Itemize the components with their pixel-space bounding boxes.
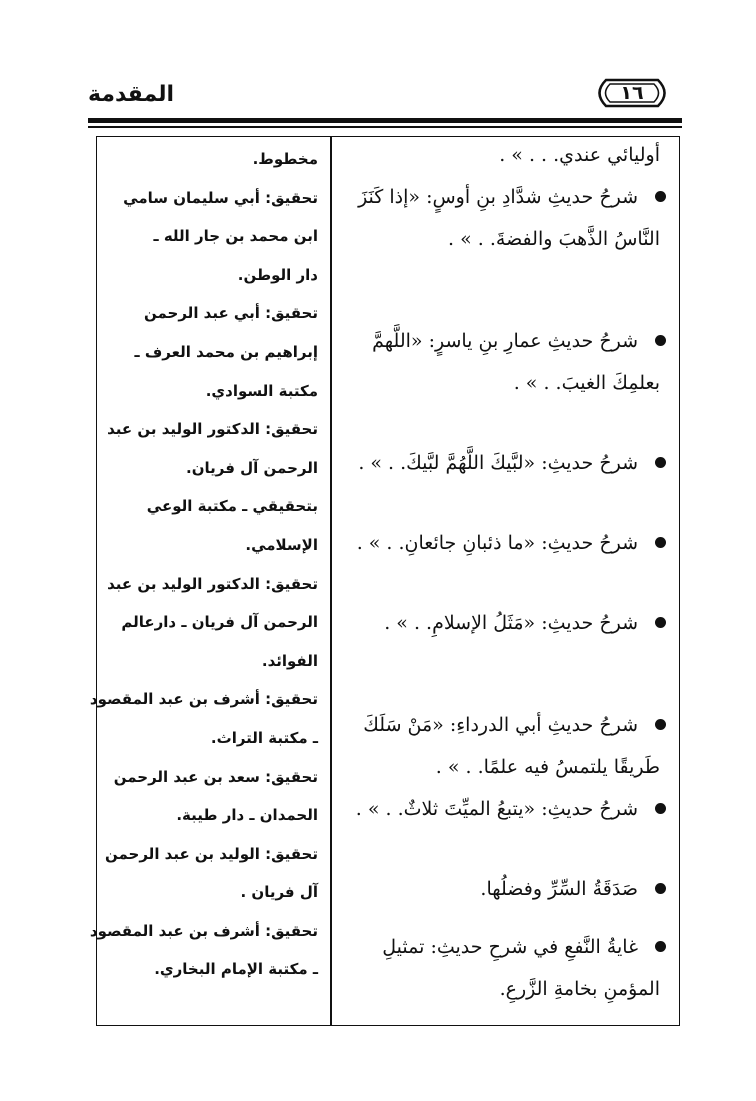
- left-line: تحقيق: أبي سليمان سامي: [123, 188, 318, 207]
- left-line: تحقيق: أشرف بن عبد المقصود: [89, 921, 318, 940]
- left-line: تحقيق: الدكتور الوليد بن عبد: [107, 574, 318, 593]
- left-line: الفوائد.: [261, 651, 318, 670]
- right-line: أوليائي عندي. . . » .: [499, 144, 660, 166]
- left-line: ـ مكتبة التراث.: [210, 728, 318, 747]
- right-entry-line: شرحُ حديثِ شدَّادِ بنِ أوسٍ: «إذا كَنَزَ: [340, 176, 664, 218]
- left-line: مخطوط.: [252, 150, 318, 168]
- right-line: المؤمنِ بخامةِ الزَّرعِ.: [499, 978, 660, 1000]
- right-column: [340, 134, 664, 1010]
- page-number: ١٦: [620, 82, 644, 104]
- left-line: دار الوطن.: [237, 265, 318, 284]
- bullet-icon: [655, 617, 666, 628]
- left-line: بتحقيقي ـ مكتبة الوعي: [146, 497, 318, 516]
- bullet-icon: [655, 941, 666, 952]
- left-line: تحقيق: أشرف بن عبد المقصود: [89, 690, 318, 709]
- left-line: الحمدان ـ دار طيبة.: [176, 806, 318, 825]
- right-line: طَريقًا يلتمسُ فيه علمًا. . » .: [435, 756, 660, 778]
- left-line: ابن محمد بن جار الله ـ: [153, 227, 318, 246]
- right-entry-line: غايةُ النَّفعِ في شرحِ حديثِ: تمثيلِ: [340, 926, 664, 968]
- left-line: تحقيق: الدكتور الوليد بن عبد: [107, 420, 318, 439]
- column-divider: [330, 136, 332, 1026]
- left-line: الرحمن آل فريان.: [186, 458, 318, 477]
- left-line: تحقيق: الوليد بن عبد الرحمن: [104, 844, 318, 863]
- right-entry-line: صَدَقَةُ السِّرِّ وفضلُها.: [340, 868, 664, 910]
- left-line: مكتبة السوادي.: [205, 381, 318, 400]
- left-line: تحقيق: أبي عبد الرحمن: [143, 304, 318, 323]
- right-entry-line: شرحُ حديثِ: «مَثَلُ الإسلامِ. . » .: [340, 602, 664, 644]
- page-header-title: المقدمة: [88, 82, 175, 107]
- left-line: الإسلامي.: [245, 535, 318, 554]
- right-line: بعلمِكَ الغيبَ. . » .: [513, 372, 660, 394]
- right-line: النَّاسُ الذَّهبَ والفضةَ. . » .: [448, 228, 660, 250]
- left-column: [89, 140, 318, 989]
- left-line: آل فريان .: [240, 883, 318, 902]
- left-line: إبراهيم بن محمد العرف ـ: [134, 342, 318, 361]
- right-entry-line: شرحُ حديثِ: «ما ذئبانِ جائعانِ. . » .: [340, 522, 664, 564]
- bullet-icon: [655, 191, 666, 202]
- bullet-icon: [655, 719, 666, 730]
- header-rule-thick: [88, 118, 682, 123]
- right-entry-line: شرحُ حديثِ: «لبَّيكَ اللَّهُمَّ لبَّيكَ. . » .: [340, 442, 664, 484]
- right-entry-line: شرحُ حديثِ عمارِ بنِ ياسرٍ: «اللَّهمَّ: [340, 320, 664, 362]
- bullet-icon: [655, 803, 666, 814]
- left-line: الرحمن آل فريان ـ دارعالم: [121, 613, 318, 632]
- bullet-icon: [655, 335, 666, 346]
- header-rule-thin: [88, 126, 682, 128]
- bullet-icon: [655, 457, 666, 468]
- right-entry-line: شرحُ حديثِ أبي الدرداءِ: «مَنْ سَلَكَ: [340, 704, 664, 746]
- right-entry-line: شرحُ حديثِ: «يتبعُ الميِّتَ ثلاثٌ. . » .: [340, 788, 664, 830]
- bullet-icon: [655, 883, 666, 894]
- bullet-icon: [655, 537, 666, 548]
- left-line: ـ مكتبة الإمام البخاري.: [154, 960, 318, 979]
- left-line: تحقيق: سعد بن عبد الرحمن: [113, 767, 318, 786]
